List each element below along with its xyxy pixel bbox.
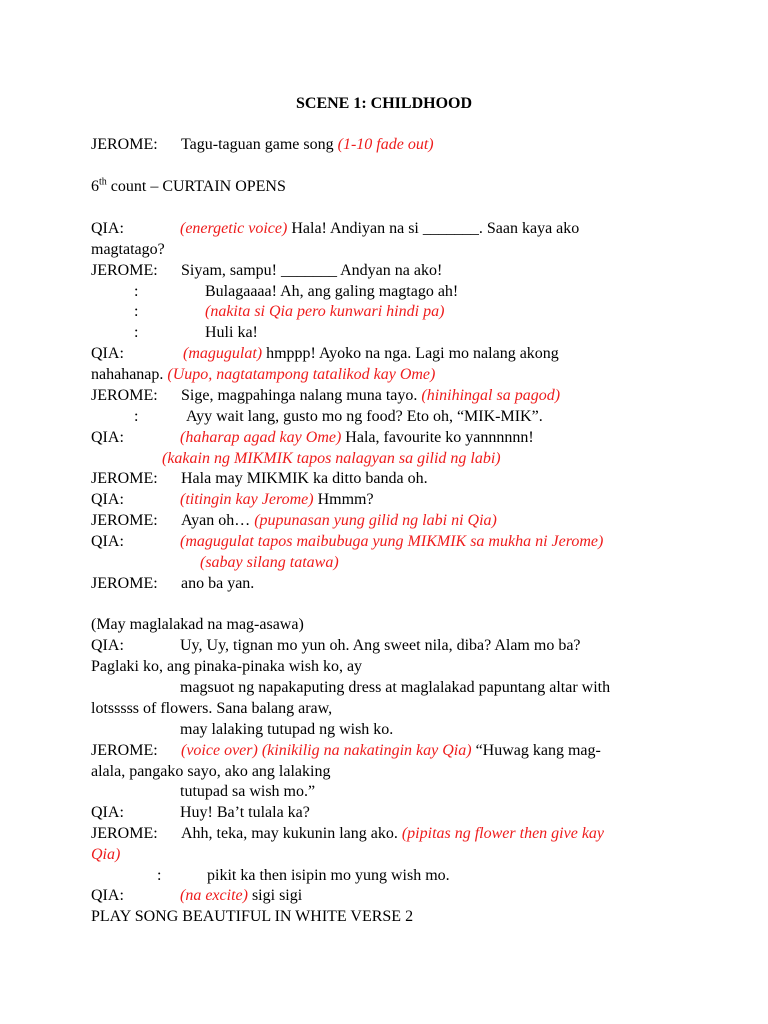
speaker-label: JEROME: xyxy=(91,575,158,592)
speaker-label: : xyxy=(157,867,162,884)
script-line xyxy=(91,177,671,197)
script-line xyxy=(91,344,671,364)
dialogue-text: Huy! Ba’t tulala ka? xyxy=(180,804,310,821)
speaker-label: JEROME: xyxy=(91,470,158,487)
speaker-label: JEROME: xyxy=(91,825,158,842)
script-line xyxy=(91,219,671,239)
speaker-label: QIA: xyxy=(91,637,124,654)
dialogue-text: may lalaking tutupad ng wish ko. xyxy=(180,721,394,738)
script-line xyxy=(91,365,671,385)
speaker-label: JEROME: xyxy=(91,742,158,759)
stage-direction: (kakain ng MIKMIK tapos nalagyan sa gilid ng labi) xyxy=(162,450,501,467)
dialogue-text: magsuot ng napakaputing dress at maglalakad papuntang altar with xyxy=(180,679,611,696)
dialogue-text: sigi sigi xyxy=(247,887,303,904)
script-line xyxy=(91,886,671,906)
stage-direction: (voice over) (kinikilig na nakatingin kay Qia) xyxy=(181,742,472,759)
script-line xyxy=(91,866,671,886)
dialogue-text: Siyam, sampu! _______ Andyan na ako! xyxy=(181,262,443,279)
script-line xyxy=(91,636,671,656)
dialogue-text: Hala may MIKMIK ka ditto banda oh. xyxy=(181,470,428,487)
script-line xyxy=(91,657,671,677)
script-line xyxy=(91,407,671,427)
dialogue-text: ano ba yan. xyxy=(181,575,255,592)
script-line xyxy=(91,469,671,489)
speaker-label: QIA: xyxy=(91,887,124,904)
speaker-label: : xyxy=(134,303,139,320)
dialogue-text: Sige, magpahinga nalang muna tayo. xyxy=(181,387,422,404)
stage-direction: (1-10 fade out) xyxy=(337,136,434,153)
stage-direction: (pipitas ng flower then give kay xyxy=(401,825,605,842)
speaker-label: : xyxy=(134,408,139,425)
script-line xyxy=(91,782,671,802)
stage-direction: Qia) xyxy=(91,846,121,863)
stage-direction: (pupunasan yung gilid ng labi ni Qia) xyxy=(254,512,497,529)
script-line xyxy=(91,762,671,782)
script-line xyxy=(91,449,671,469)
dialogue-text: alala, pangako sayo, ako ang lalaking xyxy=(91,763,331,780)
stage-direction: (hinihingal sa pagod) xyxy=(421,387,561,404)
speaker-label: JEROME: xyxy=(91,262,158,279)
speaker-label: : xyxy=(134,283,139,300)
script-line xyxy=(91,845,671,865)
dialogue-text: Tagu-taguan game song xyxy=(181,136,338,153)
dialogue-text: lotsssss of flowers. Sana balang araw, xyxy=(91,700,333,717)
speaker-label: QIA: xyxy=(91,804,124,821)
stage-direction: (magugulat tapos maibubuga yung MIKMIK sa mukha ni Jerome) xyxy=(180,533,604,550)
script-line xyxy=(91,574,671,594)
dialogue-text: (May maglalakad na mag-asawa) xyxy=(91,616,304,633)
script-line xyxy=(91,678,671,698)
dialogue-text: tutupad sa wish mo.” xyxy=(180,783,316,800)
stage-direction: (titingin kay Jerome) xyxy=(180,491,314,508)
dialogue-text: Ayy wait lang, gusto mo ng food? Eto oh, “MIK-MIK”. xyxy=(186,408,543,425)
script-line xyxy=(91,553,671,573)
script-line xyxy=(91,907,671,927)
speaker-label: : xyxy=(134,324,139,341)
script-line xyxy=(91,824,671,844)
script-line xyxy=(91,240,671,260)
dialogue-text: Hmmm? xyxy=(313,491,374,508)
script-line xyxy=(91,699,671,719)
dialogue-text: Hala! Andiyan na si _______. Saan kaya ako xyxy=(287,220,580,237)
script-line xyxy=(91,490,671,510)
speaker-label: QIA: xyxy=(91,491,124,508)
script-line xyxy=(91,720,671,740)
speaker-label: QIA: xyxy=(91,533,124,550)
speaker-label: QIA: xyxy=(91,220,124,237)
dialogue-text: PLAY SONG BEAUTIFUL IN WHITE VERSE 2 xyxy=(91,908,414,925)
script-line xyxy=(91,135,671,155)
dialogue-text: Paglaki ko, ang pinaka-pinaka wish ko, ay xyxy=(91,658,363,675)
script-line xyxy=(91,803,671,823)
speaker-label: JEROME: xyxy=(91,512,158,529)
stage-direction: (na excite) xyxy=(180,887,248,904)
script-line xyxy=(91,532,671,552)
dialogue-text: Huli ka! xyxy=(205,324,258,341)
script-line xyxy=(91,511,671,531)
script-line xyxy=(91,323,671,343)
speaker-label: JEROME: xyxy=(91,136,158,153)
stage-direction: (energetic voice) xyxy=(180,220,288,237)
scene-title: SCENE 1: CHILDHOOD xyxy=(295,95,473,112)
speaker-label: QIA: xyxy=(91,429,124,446)
stage-direction: (haharap agad kay Ome) xyxy=(180,429,342,446)
script-line xyxy=(91,741,671,761)
dialogue-text: Uy, Uy, tignan mo yun oh. Ang sweet nila, diba? Alam mo ba? xyxy=(180,637,581,654)
stage-direction: (Uupo, nagtatampong tatalikod kay Ome) xyxy=(167,366,436,383)
dialogue-text: “Huwag kang mag- xyxy=(471,742,601,759)
script-line xyxy=(91,261,671,281)
dialogue-text: nahahanap. xyxy=(91,366,168,383)
dialogue-text: magtatago? xyxy=(91,241,165,258)
script-line xyxy=(91,615,671,635)
script-line xyxy=(91,428,671,448)
stage-direction: (magugulat) xyxy=(183,345,263,362)
dialogue-text: Ayan oh… xyxy=(181,512,255,529)
dialogue-text: Ahh, teka, may kukunin lang ako. xyxy=(181,825,402,842)
stage-direction: (sabay silang tatawa) xyxy=(200,554,339,571)
speaker-label: QIA: xyxy=(91,345,124,362)
dialogue-text: Hala, favourite ko yannnnnn! xyxy=(341,429,534,446)
stage-direction: (nakita si Qia pero kunwari hindi pa) xyxy=(205,303,445,320)
script-line xyxy=(91,282,671,302)
dialogue-text: pikit ka then isipin mo yung wish mo. xyxy=(207,867,450,884)
script-line xyxy=(91,302,671,322)
dialogue-text: count – CURTAIN OPENS xyxy=(106,178,286,195)
speaker-label: JEROME: xyxy=(91,387,158,404)
dialogue-text: hmppp! Ayoko na nga. Lagi mo nalang akong xyxy=(262,345,559,362)
dialogue-text: Bulagaaaa! Ah, ang galing magtago ah! xyxy=(205,283,459,300)
script-line xyxy=(91,386,671,406)
count-number: 6 xyxy=(91,178,99,195)
count-ordinal: th xyxy=(99,176,107,188)
